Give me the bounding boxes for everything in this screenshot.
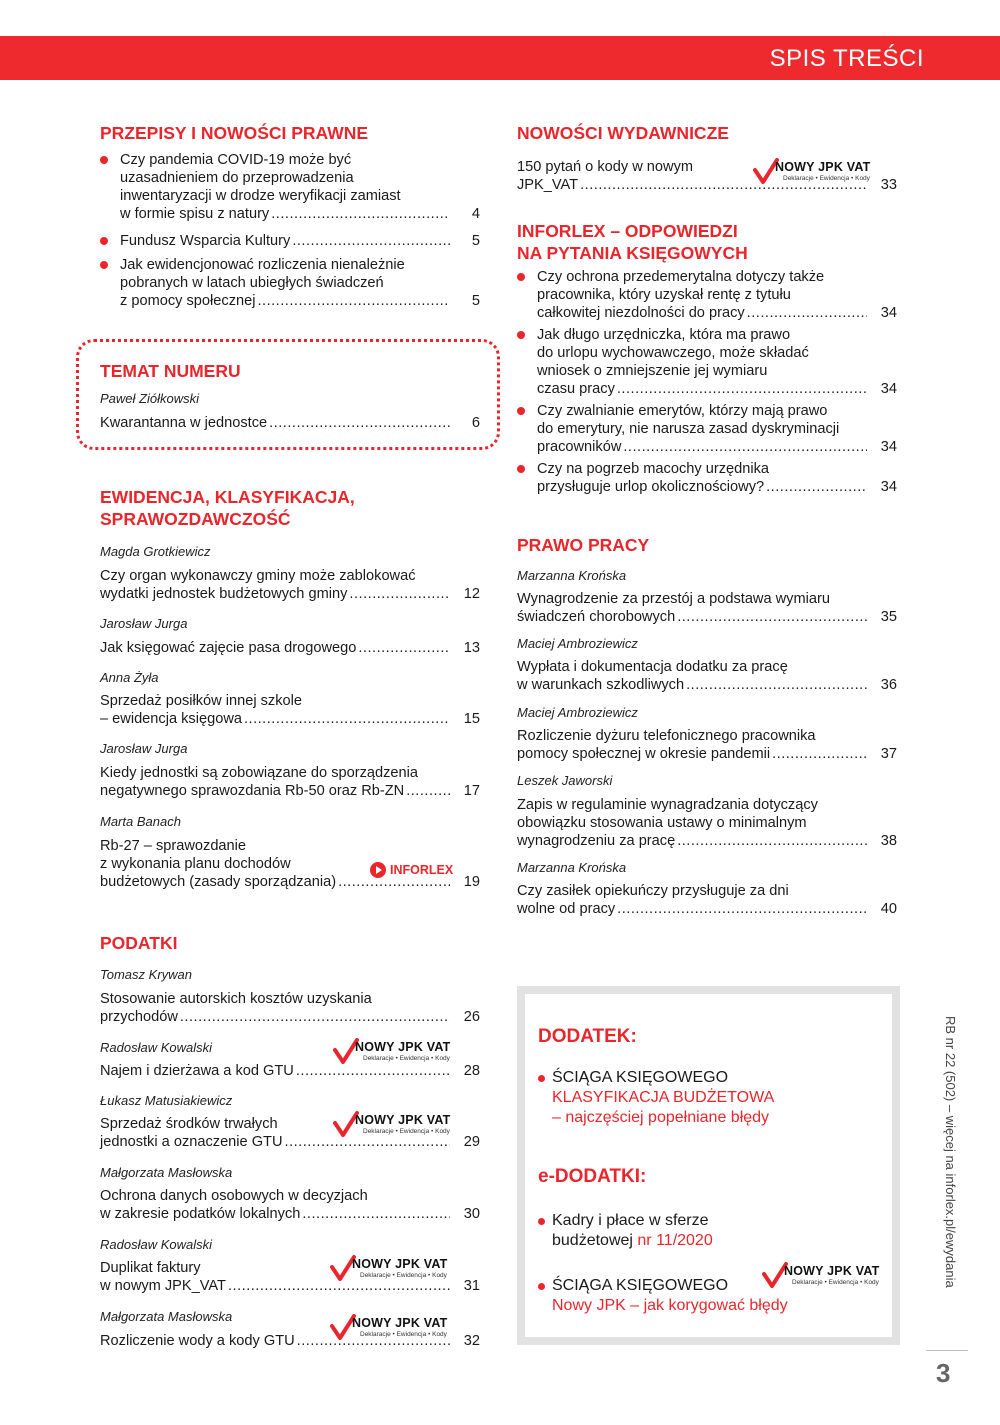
page-number: 3 [936,1358,951,1388]
author: Maciej Ambroziewicz [517,636,638,651]
jpk-vat-badge: NOWY JPK VAT Deklaracje • Ewidencja • Kody [762,1262,888,1290]
page-ref: 4 [471,206,480,222]
toc-entry[interactable]: Rb-27 – sprawozdanie z wykonania planu dochodów budżetowych (zasady sporządzania) ..... 19 [100,837,480,891]
page-ref: 32 [463,1333,480,1349]
toc-entry[interactable]: 150 pytań o kody w nowym JPK_VAT ..... 33 [517,158,897,194]
toc-entry[interactable]: Jak księgować zajęcie pasa drogowego ..... 13 [100,639,480,657]
page-ref: 26 [463,1009,480,1025]
toc-entry[interactable]: Rozliczenie wody a kody GTU ..... 32 [100,1332,480,1350]
dodatek-heading: DODATEK: [538,1026,637,1047]
play-icon [370,862,386,878]
page-ref: 6 [471,415,480,431]
toc-entry[interactable]: Kiedy jednostki są zobowiązane do sporządzenia negatywnego sprawozdania Rb-50 oraz Rb-ZN ..... 17 [100,764,480,800]
page-ref: 12 [463,586,480,602]
inforlex-badge: INFORLEX [370,861,453,879]
section-title-ewidencja: EWIDENCJA, KLASYFIKACJA, SPRAWOZDAWCZOŚĆ [100,487,355,529]
section-title-nowosci: NOWOŚCI WYDAWNICZE [517,123,729,143]
page-ref: 15 [463,711,480,727]
page-ref: 33 [880,177,897,193]
toc-entry[interactable]: Sprzedaż środków trwałych jednostki a oznaczenie GTU ..... 29 [100,1115,480,1151]
toc-entry[interactable]: Wypłata i dokumentacja dodatku za pracę w warunkach szkodliwych ..... 36 [517,658,897,694]
page-ref: 5 [471,293,480,309]
page-ref: 37 [880,746,897,762]
author: Anna Żyła [100,670,159,685]
page-ref: 35 [880,609,897,625]
e-dodatki-heading: e-DODATKI: [538,1166,647,1187]
page-ref: 34 [880,305,897,321]
author: Marzanna Krońska [517,860,627,875]
author: Jarosław Jurga [100,616,188,631]
page-ref: 30 [463,1206,480,1222]
page-ref: 34 [880,381,897,397]
author: Leszek Jaworski [517,773,613,788]
header-bar [0,36,1000,80]
page-ref: 34 [880,479,897,495]
author: Małgorzata Masłowska [100,1165,233,1180]
author: Małgorzata Masłowska [100,1309,233,1324]
page-ref: 19 [463,874,480,890]
toc-entry[interactable]: Fundusz Wsparcia Kultury ..... 5 [100,232,480,250]
e-dodatek-item[interactable]: Kadry i płace w sferze budżetowej nr 11/2020 [538,1211,878,1251]
toc-entry[interactable]: Zapis w regulaminie wynagradzania dotyczący obowiązku stosowania ustawy o minimalnym wynagrodzeniu za pracę ..... 38 [517,796,897,850]
e-dodatek-item[interactable]: ŚCIĄGA KSIĘGOWEGO Nowy JPK – jak korygować błędy [538,1276,878,1316]
author: Radosław Kowalski [100,1237,212,1252]
page-ref: 13 [463,640,480,656]
toc-entry[interactable]: Czy zwalnianie emerytów, którzy mają prawo do emerytury, nie narusza zasad dyskryminacji pracowników ..... 34 [517,402,897,456]
toc-entry[interactable]: Stosowanie autorskich kosztów uzyskania przychodów ..... 26 [100,990,480,1026]
jpk-vat-badge: NOWY JPK VAT Deklaracje • Ewidencja • Kody [333,1038,459,1066]
toc-entry[interactable]: Najem i dzierżawa a kod GTU ..... 28 [100,1062,480,1080]
toc-entry[interactable]: Czy pandemia COVID-19 może być uzasadnieniem do przeprowadzenia inwentaryzacji w drodze weryfikacji zamiast w formie spisu z natury ..... 4 [100,151,480,223]
toc-entry[interactable]: Czy na pogrzeb macochy urzędnika przysługuje urlop okolicznościowy? ..... 34 [517,460,897,496]
section-title-prawo-pracy: PRAWO PRACY [517,535,650,555]
page-ref: 40 [880,901,897,917]
section-title-podatki: PODATKI [100,933,178,953]
jpk-vat-badge: NOWY JPK VAT Deklaracje • Ewidencja • Kody [330,1255,456,1283]
author: Marta Banach [100,814,181,829]
author: Łukasz Matusiakiewicz [100,1093,233,1108]
toc-entry[interactable]: Czy zasiłek opiekuńczy przysługuje za dni wolne od pracy ..... 40 [517,882,897,918]
dodatek-item[interactable]: ŚCIĄGA KSIĘGOWEGO KLASYFIKACJA BUDŻETOWA – najczęściej popełniane błędy [538,1068,878,1128]
toc-entry[interactable]: Jak ewidencjonować rozliczenia nienależnie pobranych w latach ubiegłych świadczeń z pomocy społecznej ..... 5 [100,256,480,310]
author: Paweł Ziółkowski [100,391,199,406]
author: Jarosław Jurga [100,741,188,756]
author: Magda Grotkiewicz [100,544,211,559]
section-title-inforlex: INFORLEX – ODPOWIEDZI NA PYTANIA KSIĘGOWYCH [517,221,748,263]
page-ref: 36 [880,677,897,693]
section-title-temat: TEMAT NUMERU [100,361,241,381]
toc-entry[interactable]: Ochrona danych osobowych w decyzjach w zakresie podatków lokalnych ..... 30 [100,1187,480,1223]
author: Radosław Kowalski [100,1040,212,1055]
page-ref: 31 [463,1278,480,1294]
author: Tomasz Krywan [100,967,192,982]
toc-entry[interactable]: Sprzedaż posiłków innej szkole – ewidencja księgowa ..... 15 [100,692,480,728]
toc-entry[interactable]: Wynagrodzenie za przestój a podstawa wymiaru świadczeń chorobowych ..... 35 [517,590,897,626]
side-issue-text: RB nr 22 (502) – więcej na inforlex.pl/ewydania [943,1016,958,1288]
author: Maciej Ambroziewicz [517,705,638,720]
page-ref: 34 [880,439,897,455]
toc-entry[interactable]: Czy organ wykonawczy gminy może zablokować wydatki jednostek budżetowych gminy ..... 12 [100,567,480,603]
page-title: SPIS TREŚCI [769,45,924,72]
author: Marzanna Krońska [517,568,627,583]
page-ref: 17 [463,783,480,799]
page-ref: 38 [880,833,897,849]
jpk-vat-badge: NOWY JPK VAT Deklaracje • Ewidencja • Kody [333,1111,459,1139]
section-title-przepisy: PRZEPISY I NOWOŚCI PRAWNE [100,123,369,143]
divider [926,1350,968,1351]
jpk-vat-badge: NOWY JPK VAT Deklaracje • Ewidencja • Kody [753,158,879,186]
page-ref: 5 [471,233,480,249]
page-ref: 28 [463,1063,480,1079]
toc-entry[interactable]: Duplikat faktury w nowym JPK_VAT ..... 31 [100,1259,480,1295]
toc-entry[interactable]: Kwarantanna w jednostce ..... 6 [100,414,480,432]
toc-entry[interactable]: Czy ochrona przedemerytalna dotyczy także pracownika, który uzyskał rentę z tytułu całkowitej niezdolności do pracy ..... 34 [517,268,897,322]
jpk-vat-badge: NOWY JPK VAT Deklaracje • Ewidencja • Kody [330,1314,456,1342]
page-ref: 29 [463,1134,480,1150]
toc-entry[interactable]: Jak długo urzędniczka, która ma prawo do urlopu wychowawczego, może składać wniosek o zmniejszenie jej wymiaru czasu pracy ..... 34 [517,326,897,398]
dodatek-box [517,986,900,1345]
toc-entry[interactable]: Rozliczenie dyżuru telefonicznego pracownika pomocy społecznej w okresie pandemii ..... 37 [517,727,897,763]
